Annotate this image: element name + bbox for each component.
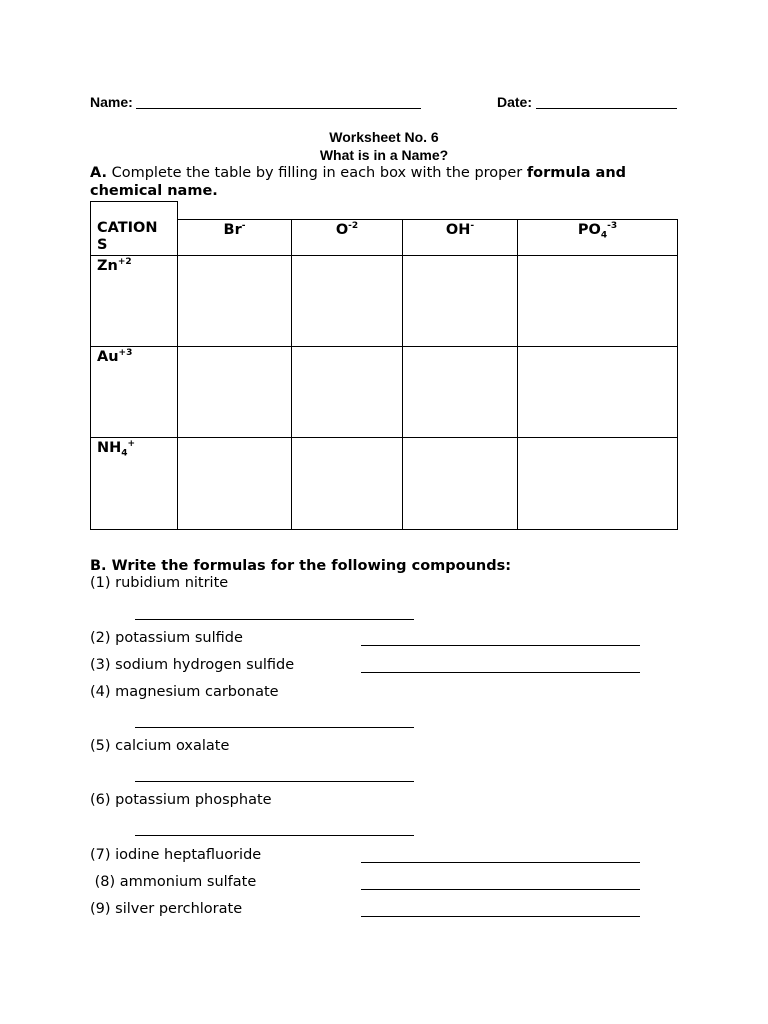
name-field-line[interactable] (136, 108, 421, 109)
worksheet-subtitle: What is in a Name? (319, 147, 449, 163)
question-9: (9) silver perchlorate (90, 901, 243, 917)
answer-line-4[interactable] (135, 727, 414, 728)
part-b-heading: B. Write the formulas for the following compounds: (90, 558, 512, 574)
answer-line-8[interactable] (361, 889, 640, 890)
anion-header-br: Br- (223, 221, 246, 238)
question-7: (7) iodine heptafluoride (90, 847, 262, 863)
part-a-text: Complete the table by filling in each box with the proper (107, 165, 527, 181)
table-corner-label (97, 220, 158, 254)
date-field-line[interactable] (536, 108, 677, 109)
answer-line-2[interactable] (361, 645, 640, 646)
question-1: (1) rubidium nitrite (90, 575, 229, 591)
answer-line-3[interactable] (361, 672, 640, 673)
question-2: (2) potassium sulfide (90, 630, 243, 646)
part-a-instructions (90, 164, 670, 200)
date-label: Date: (497, 94, 533, 110)
worksheet-title: Worksheet No. 6 (329, 129, 439, 145)
question-6: (6) potassium phosphate (90, 792, 272, 808)
question-4: (4) magnesium carbonate (90, 684, 279, 700)
part-a-letter: A. (90, 165, 107, 181)
question-8: (8) ammonium sulfate (90, 874, 257, 890)
question-5: (5) calcium oxalate (90, 738, 230, 754)
answer-line-7[interactable] (361, 862, 640, 863)
anion-header-po4: $PO_4^{-3}$ (577, 221, 618, 241)
corner-label-line2: S (97, 237, 108, 253)
cation-row-au: $Au^{+3}$ (97, 348, 133, 365)
cation-row-nh4: $NH_4^+$ (97, 439, 136, 459)
part-a-bold-text: formula and chemical name. (90, 165, 627, 199)
answer-line-9[interactable] (361, 916, 640, 917)
question-3: (3) sodium hydrogen sulfide (90, 657, 295, 673)
cation-row-zn: $Zn^{+2}$ (97, 257, 132, 274)
answer-line-1[interactable] (135, 619, 414, 620)
name-label: Name: (90, 94, 133, 110)
anion-header-o: $O^{-2}$ (335, 221, 359, 238)
corner-label-line1: CATION (97, 220, 158, 236)
answer-line-5[interactable] (135, 781, 414, 782)
answer-line-6[interactable] (135, 835, 414, 836)
anion-header-oh: OH- (445, 221, 475, 238)
